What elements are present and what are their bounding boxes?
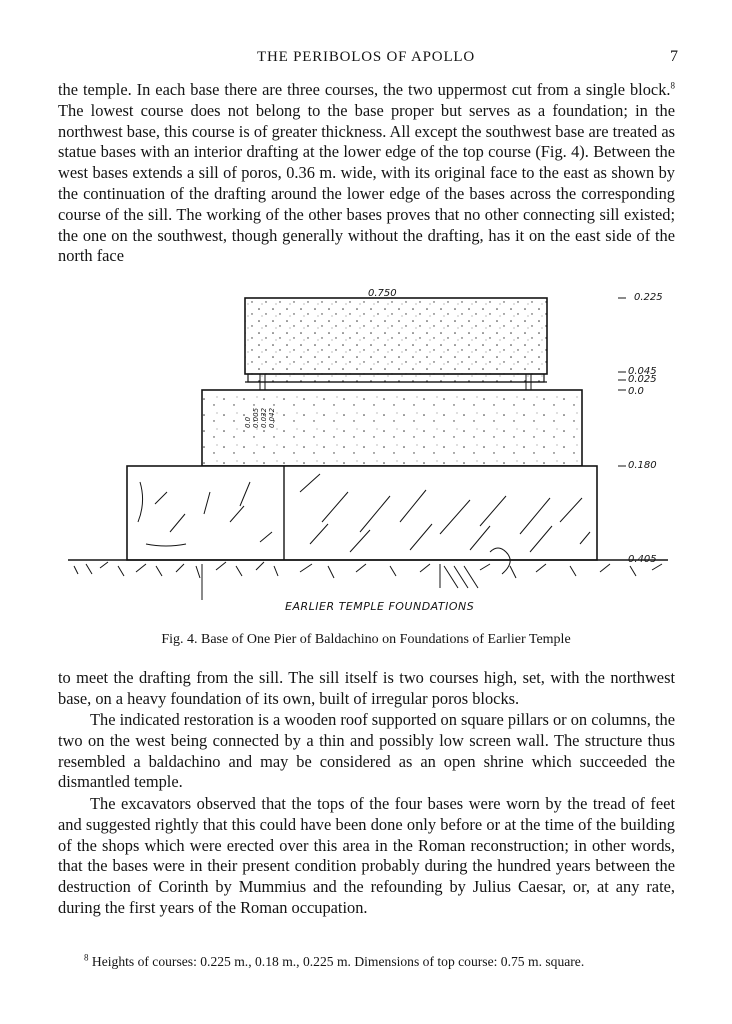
drafting-label-1: 0.0 bbox=[244, 416, 252, 428]
page-header bbox=[0, 47, 732, 71]
elevation-0180: 0.180 bbox=[628, 460, 657, 471]
lower-course-block bbox=[127, 466, 597, 560]
paragraph-1 bbox=[58, 80, 675, 267]
drafting-label-2: 0.005 bbox=[252, 407, 260, 428]
paragraph-1-continued: The lowest course does not belong to the base proper but serves as a foundation; in the northwest base, this course is of greater thickness. All except the southwest base are treated as statue bases with an interior drafting at the lower edge of the top course (Fig. 4). Between the west bases extends a sill of poros, 0.36 m. wide, with its original face to the east as shown by the continuation of the drafting around the lower edge of the bases across the corresponding course of the sill. The working of the other bases proves that no other connecting sill existed; the one on the southwest, though generally without the drafting, has it on the east side of the north face bbox=[58, 100, 675, 266]
footnote-text: Heights of courses: 0.225 m., 0.18 m., 0.225 m. Dimensions of top course: 0.75 m. square. bbox=[88, 954, 585, 969]
running-title: THE PERIBOLOS OF APOLLO bbox=[257, 49, 475, 65]
elevation-0025: 0.025 bbox=[628, 374, 657, 385]
elevation-0225: 0.225 bbox=[634, 292, 663, 303]
drafting-label-3: 0.032 bbox=[260, 407, 268, 428]
earlier-temple-foundations-label: EARLIER TEMPLE FOUNDATIONS bbox=[285, 600, 475, 613]
figure-4 bbox=[60, 282, 680, 622]
footnote-ref-8[interactable]: 8 bbox=[670, 80, 675, 91]
paragraph-3: The indicated restoration is a wooden roof supported on square pillars or on columns, the two on the west being connected by a thin and possibly low screen wall. The structure thus resembled a baldachino and may be considered as an open shrine which succeeded the dismantled temple. bbox=[58, 710, 675, 792]
drafting-label-4: 0.042 bbox=[268, 407, 276, 428]
paragraph-2: to meet the drafting from the sill. The sill itself is two courses high, set, with the northwest base, on a heavy foundation of its own, built of irregular poros blocks. bbox=[58, 668, 675, 708]
elevation-0045: 0.045 bbox=[628, 366, 657, 377]
elevation-00: 0.0 bbox=[628, 386, 644, 397]
paragraph-4: The excavators observed that the tops of the four bases were worn by the tread of feet and suggested rightly that this could have been done only before or at the time of the building of the shops which were erected over this area in the Roman reconstruction; in other words, that the bases were in their present condition probably during the hundred years between the destruction of Corinth by Mummius and the refounding by Julius Caesar, or, at any rate, during the first years of the Roman occupation. bbox=[58, 794, 675, 917]
page-number: 7 bbox=[670, 48, 678, 65]
elevation-labels bbox=[628, 292, 663, 565]
footnote-marker: 8 bbox=[84, 952, 89, 963]
figure-caption: Fig. 4. Base of One Pier of Baldachino on Foundations of Earlier Temple bbox=[161, 632, 571, 647]
figure-4-drawing bbox=[60, 282, 680, 622]
drafting-band bbox=[248, 374, 544, 382]
footnote-8 bbox=[84, 954, 684, 970]
elevation-0405: 0.405 bbox=[628, 554, 657, 565]
top-width-label: 0.750 bbox=[368, 288, 397, 299]
paragraph-1-text: the temple. In each base there are three courses, the two uppermost cut from a single block. bbox=[58, 80, 671, 99]
top-course-block bbox=[245, 298, 547, 374]
